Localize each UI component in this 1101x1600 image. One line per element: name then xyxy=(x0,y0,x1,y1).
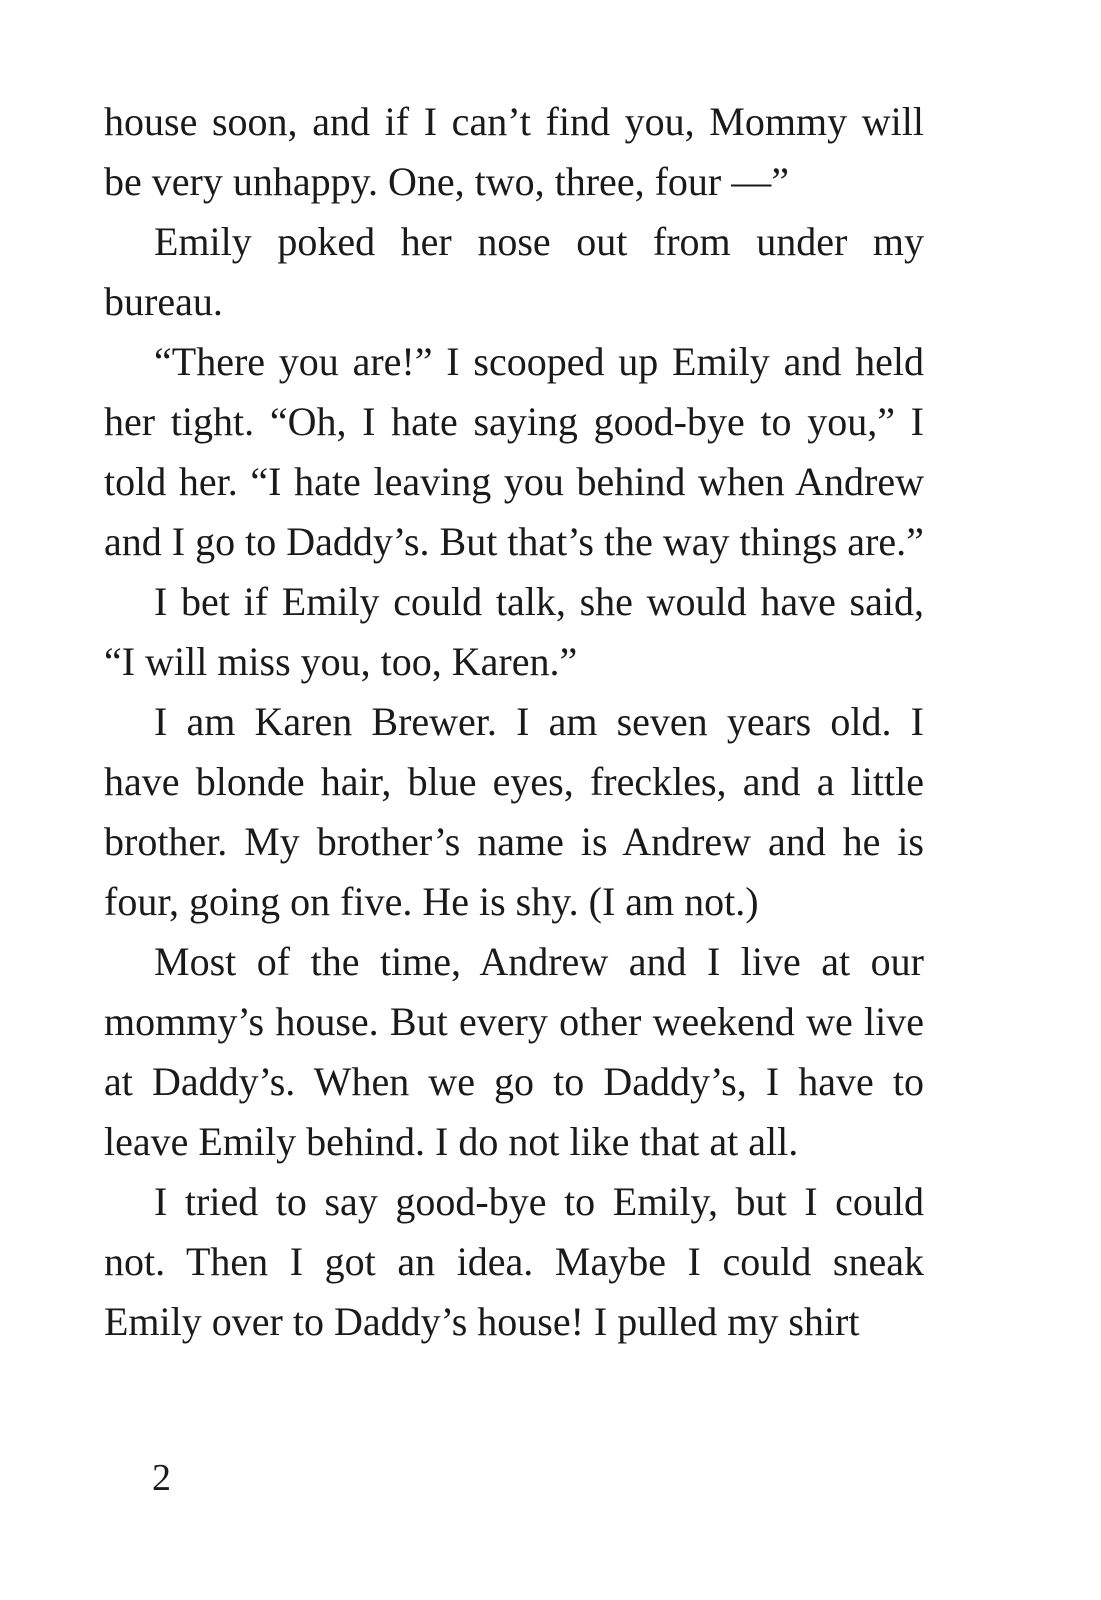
paragraph-7: I tried to say good-bye to Emily, but I could not. Then I got an idea. Maybe I could sneak Emily over to Daddy’s house! I pulled my shirt xyxy=(104,1179,924,1344)
paragraph-1: house soon, and if I can’t find you, Mommy will be very unhappy. One, two, three, four —” xyxy=(104,99,924,204)
paragraph-2: Emily poked her nose out from under my bureau. xyxy=(104,219,924,324)
page-number: 2 xyxy=(152,1457,171,1499)
paragraph-5: I am Karen Brewer. I am seven years old. I have blonde hair, blue eyes, freckles, and a little brother. My brother’s name is Andrew and he is four, going on five. He is shy. (I am not.) xyxy=(104,699,924,924)
paragraph-4: I bet if Emily could talk, she would have said, “I will miss you, too, Karen.” xyxy=(104,579,924,684)
paragraph-6: Most of the time, Andrew and I live at our mommy’s house. But every other weekend we live at Daddy’s. When we go to Daddy’s, I have to leave Emily behind. I do not like that at all. xyxy=(104,939,924,1164)
paragraph-3: “There you are!” I scooped up Emily and held her tight. “Oh, I hate saying good-bye to you,” I told her. “I hate leaving you behind when Andrew and I go to Daddy’s. But that’s the way things are.” xyxy=(104,339,924,564)
page-body xyxy=(104,92,924,1352)
